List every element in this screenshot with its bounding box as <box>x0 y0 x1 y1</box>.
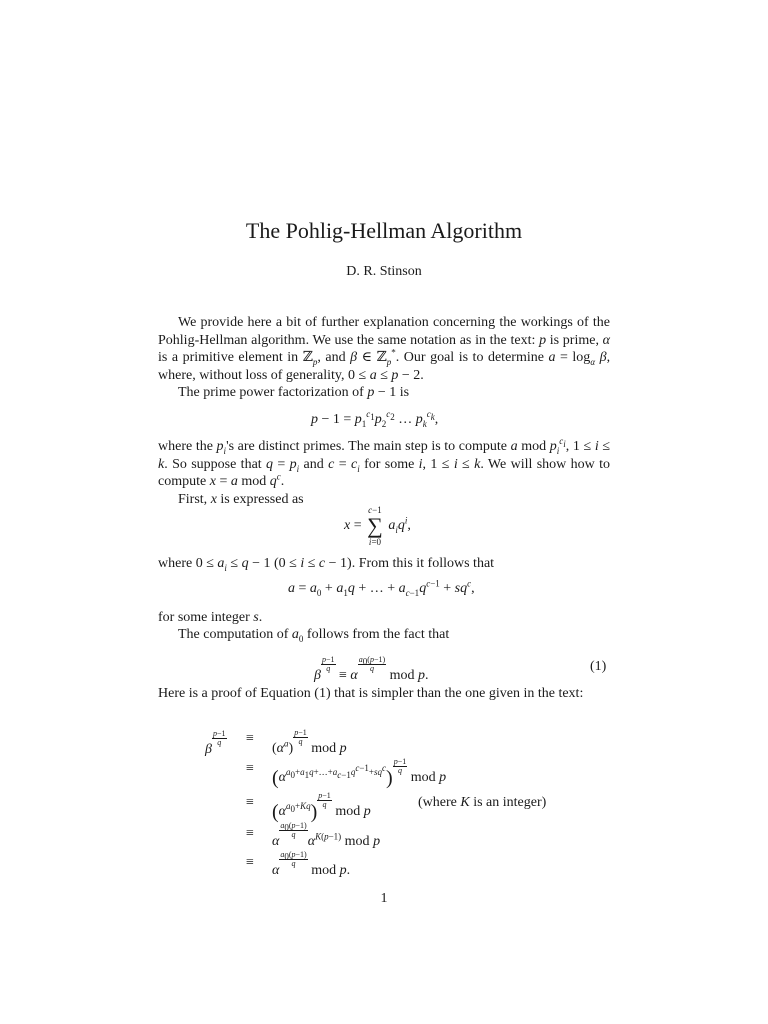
factorization-lead: The prime power factorization of p − 1 is <box>178 385 410 400</box>
sum-equation: x = c−1 ∑ i=0 $a_iq^i$, <box>344 505 411 547</box>
proof-step-4: α $\frac{a_0(p-1)}{q}$ $\alpha^{K(p-1)}$ mod p <box>272 821 381 849</box>
factorization-equation: $p - 1 = p_1^{c_1}p_2^{c_2}$ … $p_k^{c_k}$, <box>311 409 439 429</box>
computation-lead: The computation of $a_0$ follows from the fact that <box>178 627 450 644</box>
proof-lead: Here is a proof of Equation (1) that is simpler than the one given in the text: <box>158 686 584 701</box>
proof-equiv-5: ≡ <box>246 855 254 870</box>
proof-step-5: α $\frac{a_0(p-1)}{q}$ mod p. <box>272 850 351 878</box>
coefficient-range: where $0 \le a_i \le q - 1$ (0 ≤ i ≤ c − 1). From this it follows that <box>158 556 495 573</box>
proof-equiv-3: ≡ <box>246 795 254 810</box>
proof-step-3: $(\alpha^{a_0+Kq})$ $\frac{p-1}{q}$ mod p <box>272 791 371 823</box>
paper-title: The Pohlig-Hellman Algorithm <box>245 218 523 243</box>
proof-step-1: $(\alpha^a)$ $\frac{p-1}{q}$ mod p <box>272 728 347 756</box>
proof-equiv-1: ≡ <box>246 731 254 746</box>
proof-equiv-4: ≡ <box>246 826 254 841</box>
distinct-primes-paragraph: where the $p_i's$ are distinct primes. The main step is to compute a mod $p_i^{c_i}$, 1 ≤ i ≤ k. So suppose that $q = p_i$ and $c = c_i$ for some i, 1 ≤ i ≤ k. We will show how to compute x = a mod $q^c$. <box>158 436 611 489</box>
proof-lhs: β $\frac{p-1}{q}$ <box>205 729 226 757</box>
integer-s: for some integer s. <box>158 610 263 625</box>
proof-equiv-2: ≡ <box>246 761 254 776</box>
equation-1: β $\frac{p-1}{q}$ ≡ α $\frac{a_0(p-1)}{q}$ mod p. <box>314 655 429 683</box>
where-k-note: (where K is an integer) <box>418 795 547 810</box>
expansion-equation: $a = a_0 + a_1q$ + … + $a_{c-1}q^{c-1} + sq^c$, <box>288 578 475 598</box>
intro-paragraph: We provide here a bit of further explanation concerning the workings of the Pohlig-Hellman algorithm. We use the same notation as in the text: p is prime, α is a primitive element in ℤ$_p$, and β ∈ ℤ$_p$*. Our goal is to determine $a = \log_\alpha \beta$, where, without loss of generality, 0 ≤ a ≤ p − 2. <box>158 315 611 383</box>
page-number: 1 <box>380 891 388 906</box>
author-name: D. R. Stinson <box>346 264 422 279</box>
first-expressed: First, x is expressed as <box>178 492 304 507</box>
equation-number: (1) <box>590 659 607 674</box>
proof-step-2: $(\alpha^{a_0+a_1q+\dots+a_{c-1}q^{c-1}+sq^c})$ $\frac{p-1}{q}$ mod p <box>272 757 447 789</box>
